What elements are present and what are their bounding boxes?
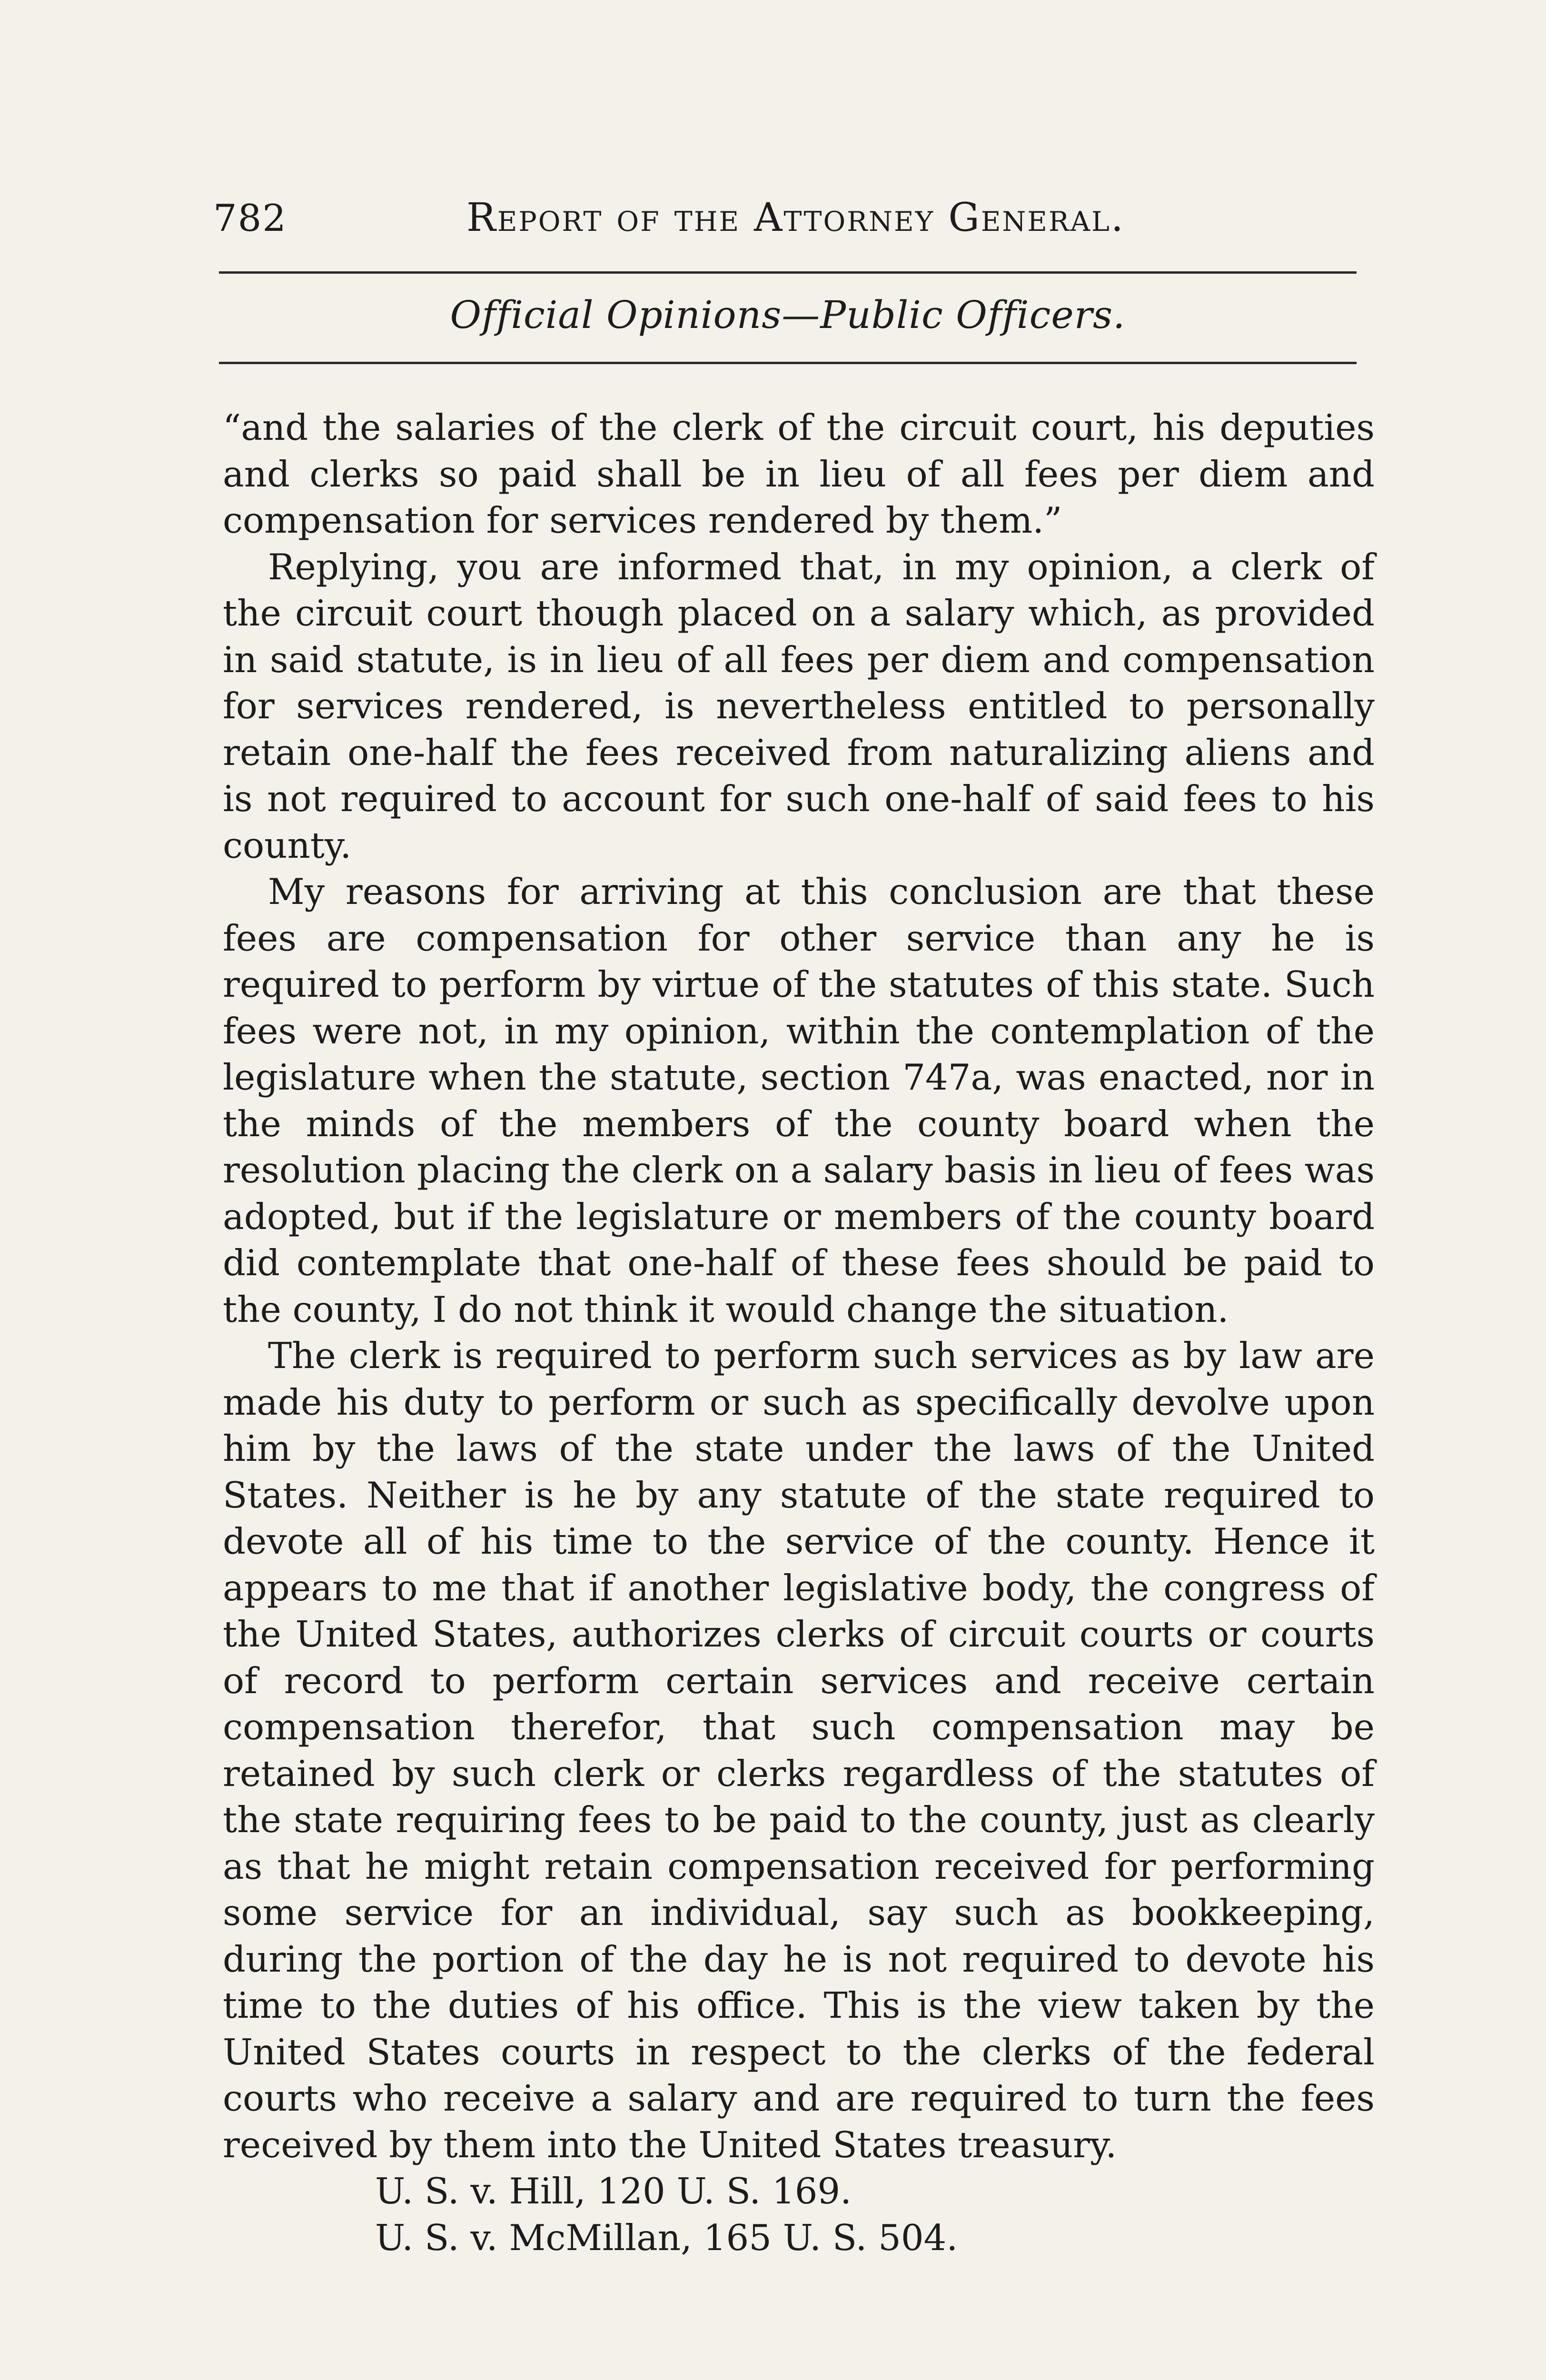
page-number: 782 <box>213 197 287 240</box>
section-title: Official Opinions—Public Officers. <box>450 293 1126 337</box>
paragraph-reply: Replying, you are informed that, in my opinion, a clerk of the circuit court though placed on a salary which, as provided in said statute, is in lieu of all fees per diem and compensation for services rendered, is nevertheless entitled to personally retain one-half the fees received from naturalizing aliens and is not required to account for such one-half of said fees to his county. <box>223 545 1375 866</box>
header-rule-bottom <box>219 362 1357 364</box>
citation: U. S. v. Hill, 120 U. S. 169. <box>375 2170 852 2212</box>
body-text <box>223 405 1375 2261</box>
running-title: Report of the Attorney General. <box>466 195 1125 240</box>
header-rule-top <box>219 271 1357 274</box>
paragraph-reasons: My reasons for arriving at this conclusion are that these fees are compensation for other service than any he is required to perform by virtue of the statutes of this state. Such fees were not, in my opinion, within the contemplation of the legislature when the statute, section 747a, was enacted, nor in the minds of the members of the county board when the resolution placing the clerk on a salary basis in lieu of fees was adopted, but if the legislature or members of the county board did contemplate that one-half of these fees should be paid to the county, I do not think it would change the situation. <box>223 871 1375 1330</box>
paragraph-quote-continuation: “and the salaries of the clerk of the circuit court, his deputies and clerks so paid shall be in lieu of all fees per diem and compensation for services rendered by them.” <box>223 407 1375 541</box>
page-header <box>209 190 1366 252</box>
citation-list <box>223 2168 1375 2261</box>
paragraph-clerk-duties: The clerk is required to perform such services as by law are made his duty to perform or such as specifically devolve upon him by the laws of the state under the laws of the United States. Neither is he by any statute of the state required to devote all of his time to the service of the county. Hence it appears to me that if another legislative body, the congress of the United States, authorizes clerks of circuit courts or courts of record to perform certain services and receive certain compensation therefor, that such compensation may be retained by such clerk or clerks regardless of the statutes of the state requiring fees to be paid to the county, just as clearly as that he might retain compensation received for performing some service for an individual, say such as bookkeeping, during the portion of the day he is not required to devote his time to the duties of his office. This is the view taken by the United States courts in respect to the clerks of the federal courts who receive a salary and are required to turn the fees received by them into the United States treasury. <box>223 1335 1375 2166</box>
citation: U. S. v. McMillan, 165 U. S. 504. <box>375 2216 958 2259</box>
